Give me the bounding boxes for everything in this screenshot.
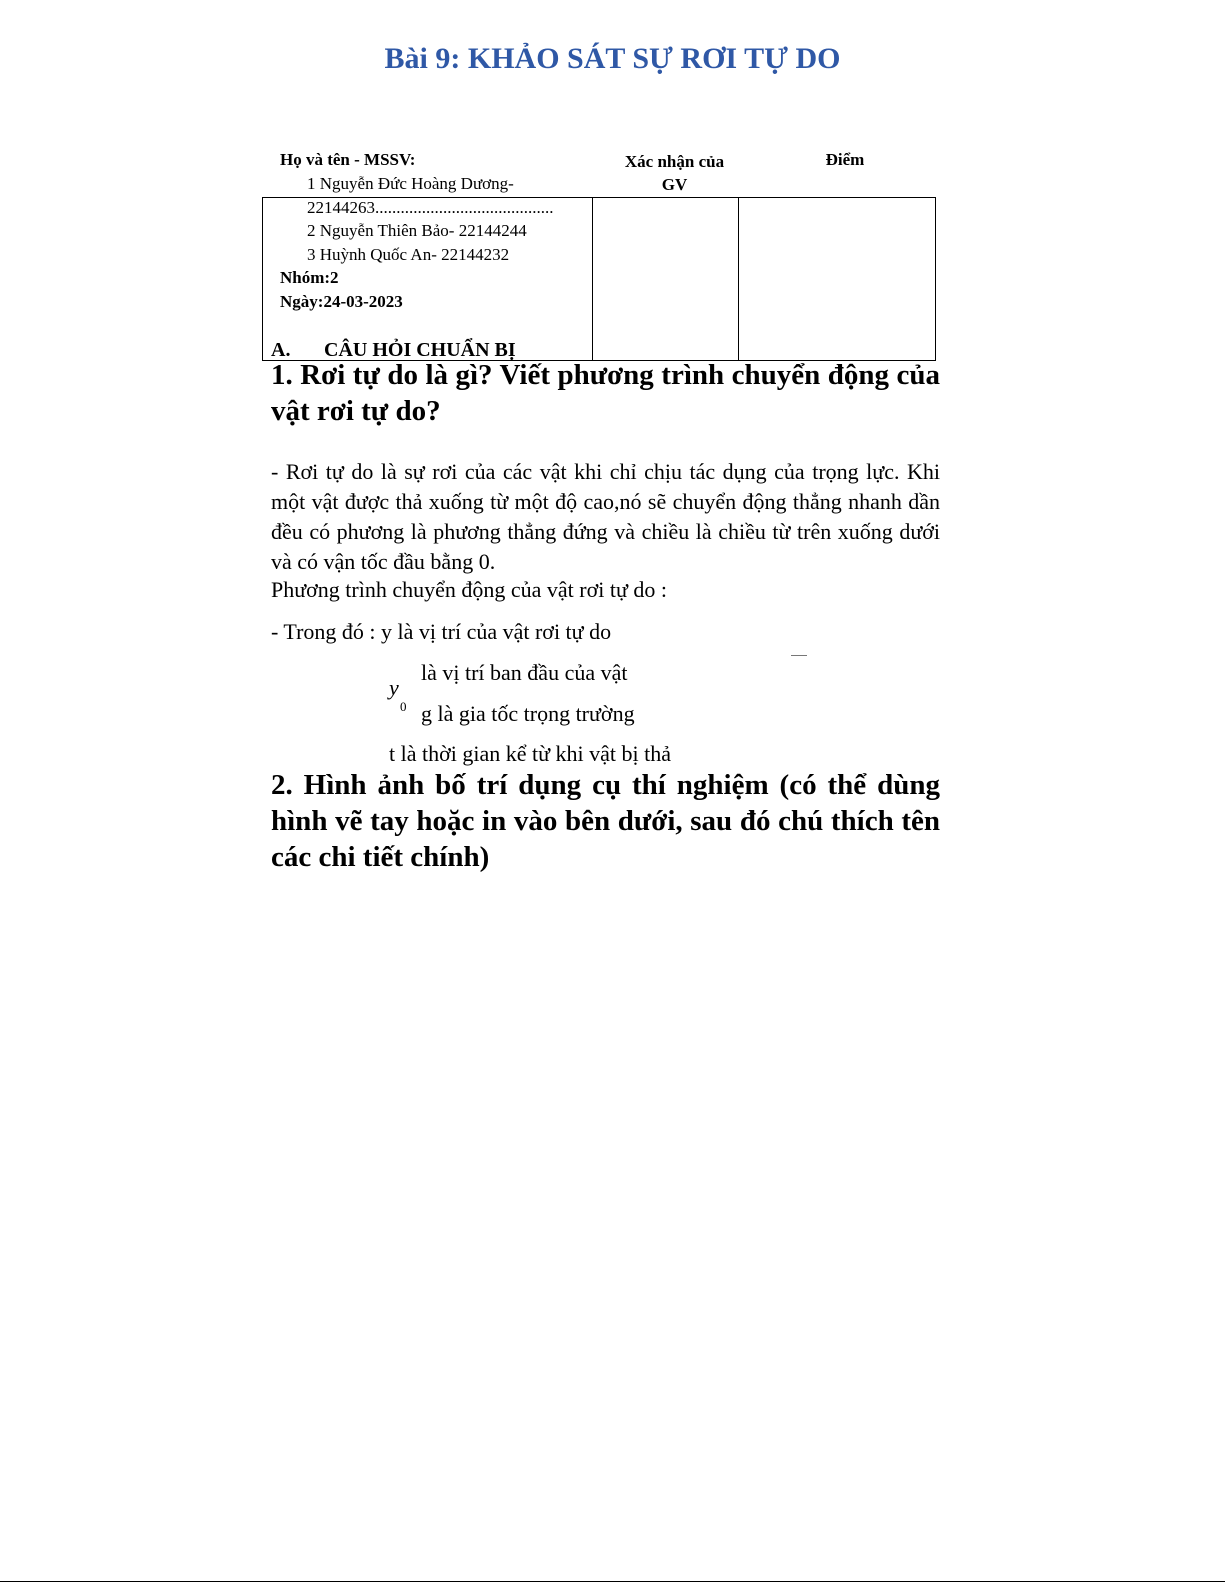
question-1-answer: - Rơi tự do là sự rơi của các vật khi chỉ chịu tác dụng của trọng lực. Khi một vật được thả xuống từ một độ cao,nó sẽ chuyển động thẳng nhanh dần đều có phương là phương thẳng đứng và chiều là chiều từ trên xuống dưới và có vận tốc đầu bằng 0. <box>271 459 940 574</box>
question-2-heading: 2. Hình ảnh bố trí dụng cụ thí nghiệm (có thể dùng hình vẽ tay hoặc in vào bên dưới, sau đó chú thích tên các chi tiết chính) <box>271 769 940 873</box>
page-title: Bài 9: KHẢO SÁT SỰ RƠI TỰ DO <box>384 42 841 75</box>
group-label: Nhóm:2 <box>280 268 339 287</box>
member-info <box>280 172 600 313</box>
equation-intro: Phương trình chuyển động của vật rơi tự do : <box>271 577 667 602</box>
stray-dash <box>791 655 807 656</box>
y0-symbol: y <box>389 675 399 700</box>
section-a-letter: A. <box>271 339 291 361</box>
member-line-1: 1 Nguyễn Đức Hoàng Dương- <box>307 174 514 193</box>
t-description: t là thời gian kể từ khi vật bị thả <box>389 741 672 766</box>
member-line-3: 2 Nguyễn Thiên Bảo- 22144244 <box>307 221 527 240</box>
question-1-heading: 1. Rơi tự do là gì? Viết phương trình chuyển động của vật rơi tự do? <box>271 359 940 427</box>
name-header: Họ và tên - MSSV: <box>280 150 416 169</box>
member-line-4: 3 Huỳnh Quốc An- 22144232 <box>307 244 510 264</box>
section-a-heading: CÂU HỎI CHUẨN BỊ <box>324 339 516 361</box>
date-label: Ngày:24-03-2023 <box>280 291 403 311</box>
y0-subscript: 0 <box>400 699 407 714</box>
y0-description: là vị trí ban đầu của vật <box>421 660 628 685</box>
confirm-header <box>592 150 757 196</box>
table-divider-2 <box>738 197 739 360</box>
member-line-2: 22144263.......................................... <box>307 197 554 217</box>
g-description: g là gia tốc trọng trường <box>421 701 635 726</box>
page-bottom-rule <box>0 1581 1225 1582</box>
confirm-header-line2: GV <box>661 175 688 194</box>
confirm-header-line1: Xác nhận của <box>624 152 725 171</box>
where-line: - Trong đó : y là vị trí của vật rơi tự do <box>271 619 612 644</box>
score-header: Điểm <box>825 150 865 169</box>
